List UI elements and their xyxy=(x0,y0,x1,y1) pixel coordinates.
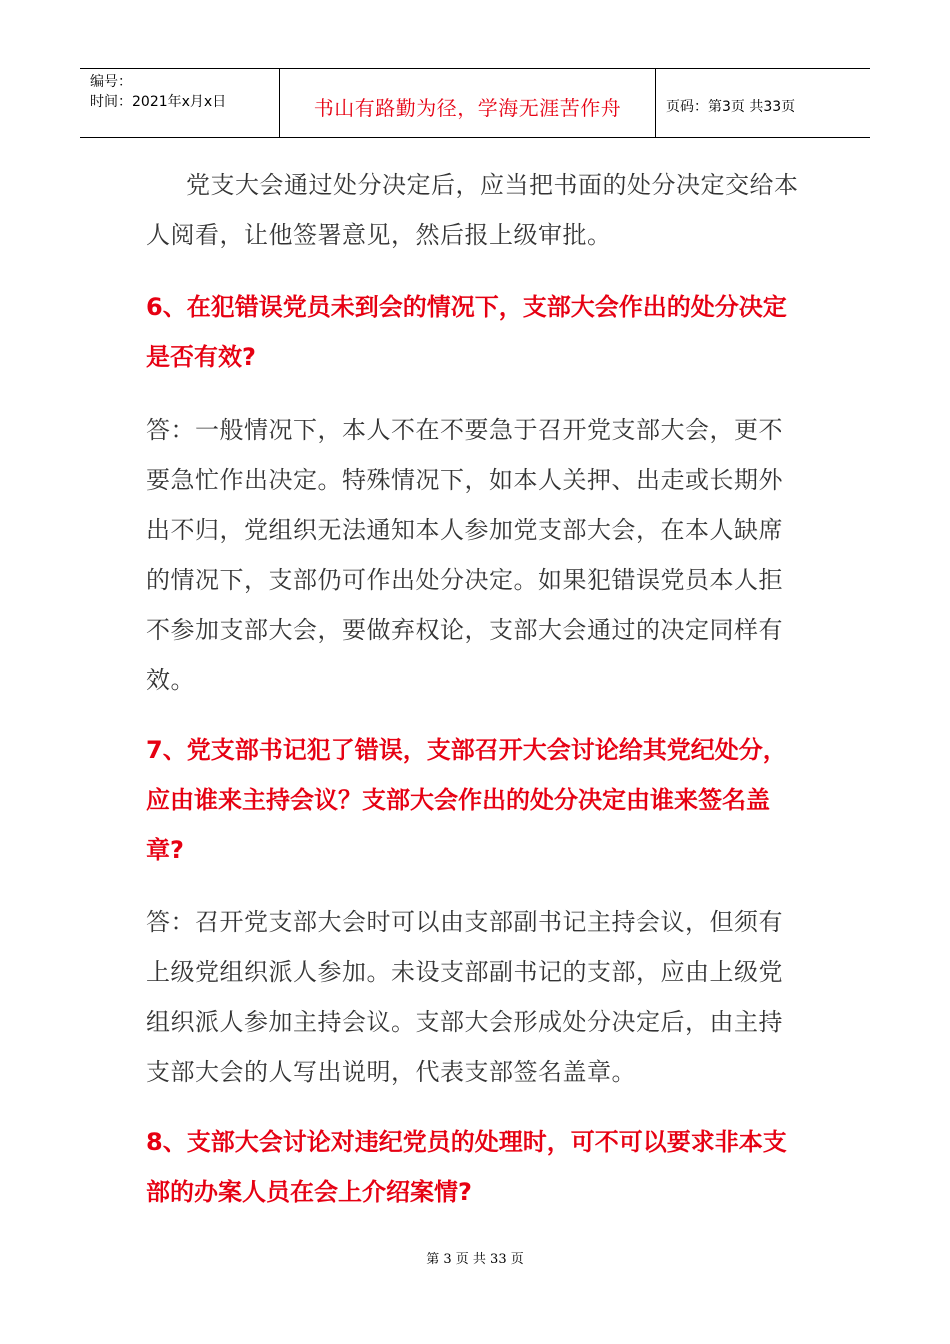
answer-paragraph: 答：一般情况下，本人不在不要急于召开党支部大会，更不要急忙作出决定。特殊情况下，如本人关押、出走或长期外出不归，党组织无法通知本人参加党支部大会，在本人缺席的情况下，支部仍可作出处分决定。如果犯错误党员本人拒不参加支部大会，要做弃权论，支部大会通过的决定同样有效。 xyxy=(146,416,783,694)
page-header xyxy=(80,68,870,138)
header-motto: 书山有路勤为径，学海无涯苦作舟 xyxy=(280,69,656,137)
answer-7 xyxy=(146,897,806,1097)
page-footer: 第 3 页 共 33 页 xyxy=(426,1252,524,1267)
question-8 xyxy=(146,1117,806,1217)
question-heading: 8、支部大会讨论对违纪党员的处理时，可不可以要求非本支部的办案人员在会上介绍案情? xyxy=(146,1128,787,1206)
document-number-label: 编号： xyxy=(90,74,132,90)
header-page-info: 页码：第3页 共33页 xyxy=(666,99,796,115)
question-6 xyxy=(146,282,806,382)
question-7 xyxy=(146,725,806,875)
question-heading: 6、在犯错误党员未到会的情况下，支部大会作出的处分决定是否有效? xyxy=(146,293,787,371)
header-meta xyxy=(80,69,280,137)
question-heading: 7、党支部书记犯了错误，支部召开大会讨论给其党纪处分，应由谁来主持会议？支部大会作出的处分决定由谁来签名盖章? xyxy=(146,736,787,864)
document-time: 时间：2021年x月x日 xyxy=(90,94,227,110)
answer-paragraph: 答：召开党支部大会时可以由支部副书记主持会议，但须有上级党组织派人参加。未设支部副书记的支部，应由上级党组织派人参加主持会议。支部大会形成处分决定后，由主持支部大会的人写出说明，代表支部签名盖章。 xyxy=(146,908,783,1086)
body-paragraph: 党支大会通过处分决定后，应当把书面的处分决定交给本人阅看，让他签署意见，然后报上级审批。 xyxy=(146,171,799,249)
paragraph-1 xyxy=(146,160,806,260)
answer-6 xyxy=(146,405,806,705)
